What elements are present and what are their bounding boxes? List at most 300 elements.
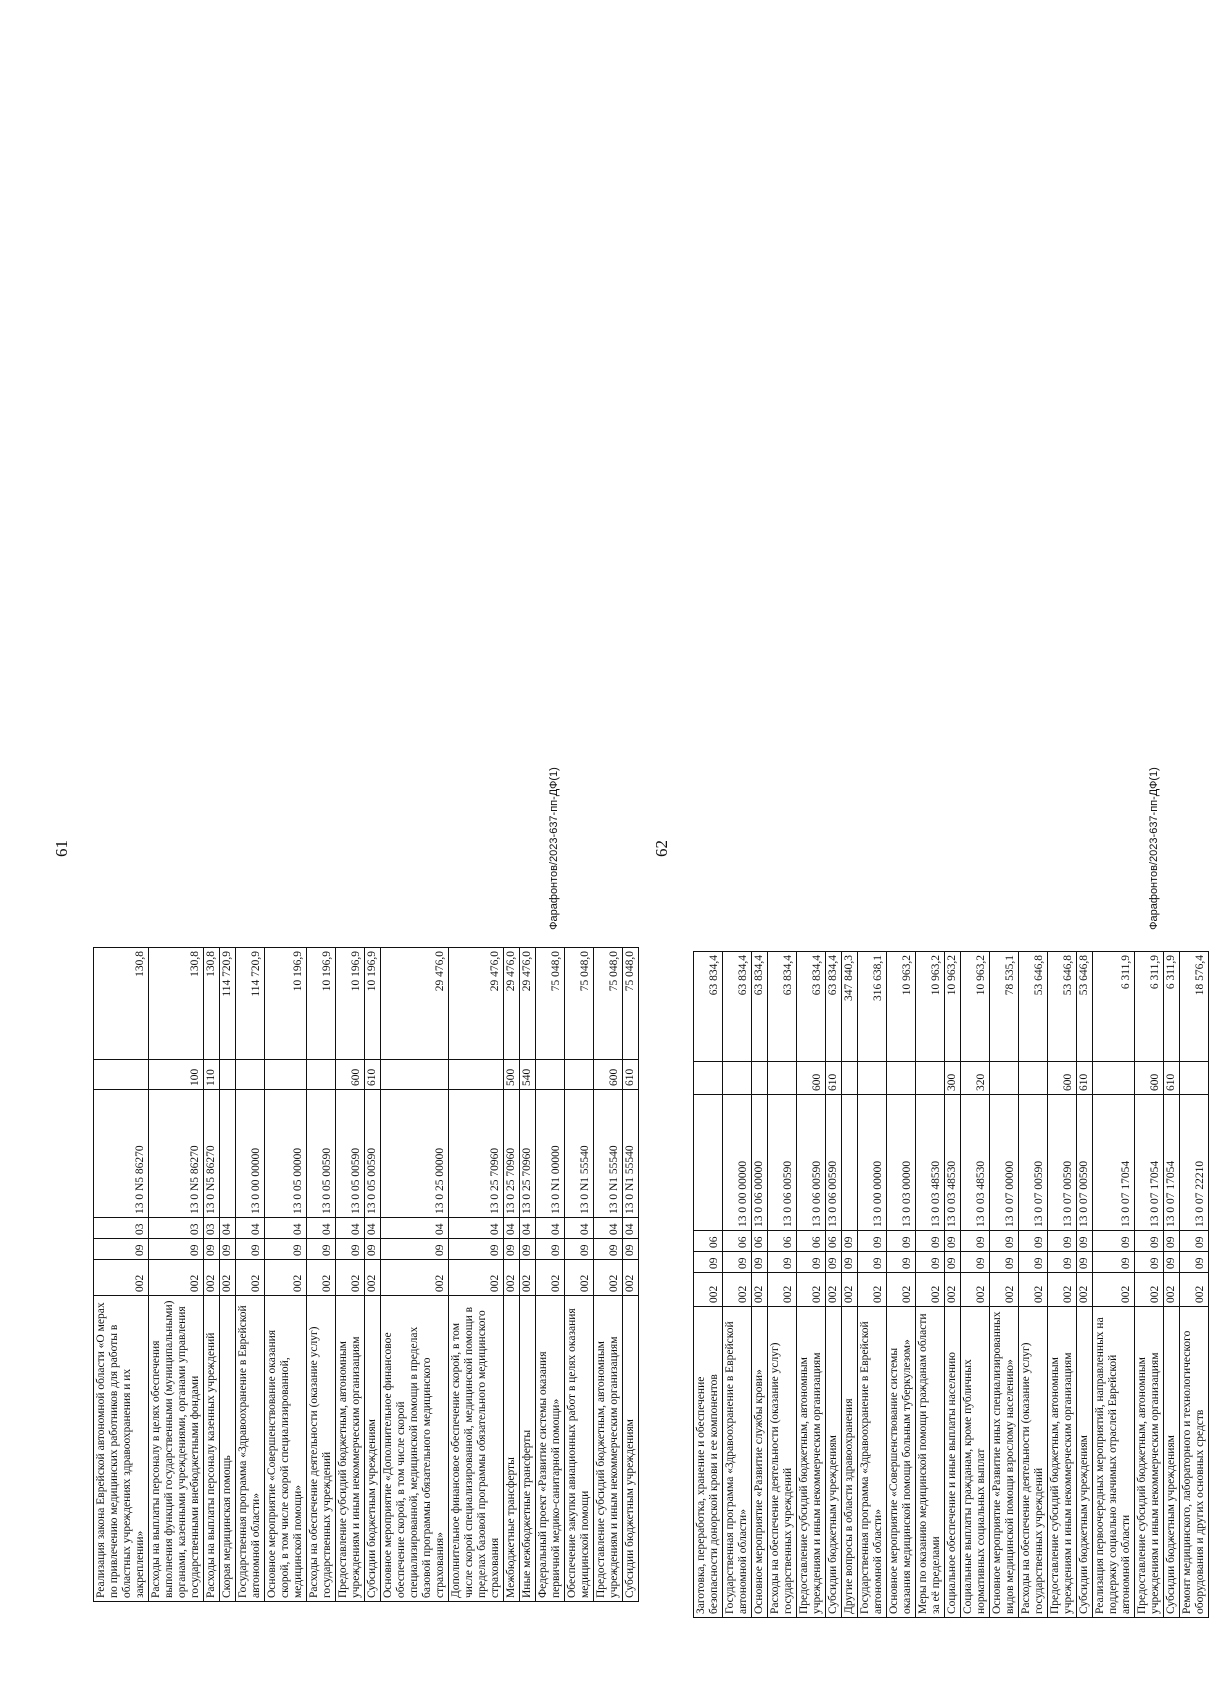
cell-name: Субсидии бюджетным учреждениям <box>1164 1307 1180 1618</box>
cell-amount: 10 963,2 <box>961 952 990 1062</box>
cell-subsection: 09 <box>945 1231 961 1252</box>
cell-subsection: 09 <box>1135 1231 1164 1252</box>
cell-section: 09 <box>842 1252 858 1273</box>
cell-target-article <box>694 1095 723 1231</box>
page-62 <box>600 0 1206 1697</box>
cell-name: Социальные выплаты гражданам, кроме публичных нормативных социальных выплат <box>961 1307 990 1618</box>
page-62-rotated-content <box>600 0 1206 1697</box>
cell-ministry: 002 <box>265 1260 307 1296</box>
cell-amount: 53 646,8 <box>1019 952 1048 1062</box>
cell-subsection: 06 <box>826 1231 842 1252</box>
cell-ministry: 002 <box>536 1260 565 1296</box>
cell-amount: 130,8 <box>204 948 220 1060</box>
cell-name: Предоставление субсидий бюджетным, автономным учреждениям и иным некоммерческим организациям <box>1135 1307 1164 1618</box>
cell-subsection: 03 <box>204 1218 220 1239</box>
cell-amount: 10 196,9 <box>365 948 381 1060</box>
cell-subsection: 04 <box>336 1218 365 1239</box>
cell-section: 09 <box>858 1252 887 1273</box>
cell-section: 09 <box>1048 1252 1077 1273</box>
footer-code: Фарафонтов/2023-637-пп-ДФ(1) <box>548 767 560 930</box>
cell-amount: 114 720,9 <box>236 948 265 1060</box>
cell-target-article: 13 0 N5 86270 <box>204 1090 220 1218</box>
cell-name: Расходы на выплаты персоналу в целях обеспечения выполнения функций государственными (муниципальными) органами, казенными учреждениями, органами управления государственными внебюджетными фондами <box>149 1296 204 1602</box>
cell-expense-type <box>694 1062 723 1095</box>
budget-table <box>693 951 1209 1618</box>
cell-name: Расходы на обеспечение деятельности (оказание услуг) государственных учреждений <box>768 1307 797 1618</box>
table-row <box>826 952 842 1618</box>
table-row <box>307 948 336 1602</box>
cell-ministry: 002 <box>204 1260 220 1296</box>
cell-ministry: 002 <box>504 1260 520 1296</box>
cell-amount: 63 834,4 <box>797 952 826 1062</box>
cell-target-article: 13 0 25 00000 <box>381 1090 449 1218</box>
cell-target-article: 13 0 06 00590 <box>797 1095 826 1231</box>
cell-ministry: 002 <box>694 1273 723 1307</box>
table-row <box>961 952 990 1618</box>
cell-target-article: 13 0 06 00590 <box>826 1095 842 1231</box>
cell-ministry: 002 <box>623 1260 639 1296</box>
cell-amount: 63 834,4 <box>694 952 723 1062</box>
cell-amount: 18 576,4 <box>1180 952 1209 1062</box>
cell-expense-type: 540 <box>520 1060 536 1090</box>
cell-ministry: 002 <box>307 1260 336 1296</box>
budget-table-body <box>694 952 1209 1618</box>
cell-target-article: 13 0 03 48530 <box>961 1095 990 1231</box>
cell-section: 09 <box>723 1252 752 1273</box>
cell-section: 09 <box>565 1239 594 1260</box>
cell-amount: 6 311,9 <box>1135 952 1164 1062</box>
table-row <box>797 952 826 1618</box>
table-row <box>842 952 858 1618</box>
cell-ministry: 002 <box>220 1260 236 1296</box>
cell-target-article: 13 0 05 00590 <box>336 1090 365 1218</box>
table-row <box>149 948 204 1602</box>
cell-expense-type <box>752 1062 768 1095</box>
cell-subsection: 04 <box>307 1218 336 1239</box>
cell-expense-type <box>990 1062 1019 1095</box>
cell-amount: 29 476,0 <box>449 948 504 1060</box>
cell-expense-type <box>565 1060 594 1090</box>
table-row <box>945 952 961 1618</box>
table-row <box>449 948 504 1602</box>
cell-subsection: 09 <box>1048 1231 1077 1252</box>
cell-target-article: 13 0 25 70960 <box>504 1090 520 1218</box>
cell-subsection: 04 <box>594 1218 623 1239</box>
cell-amount: 53 646,8 <box>1048 952 1077 1062</box>
cell-ministry: 002 <box>1093 1273 1135 1307</box>
cell-name: Государственная программа «Здравоохранение в Еврейской автономной области» <box>723 1307 752 1618</box>
cell-section: 09 <box>536 1239 565 1260</box>
table-row <box>220 948 236 1602</box>
cell-name: Федеральный проект «Развитие системы оказания первичной медико-санитарной помощи» <box>536 1296 565 1602</box>
cell-expense-type: 110 <box>204 1060 220 1090</box>
cell-subsection: 09 <box>858 1231 887 1252</box>
cell-amount: 75 048,0 <box>565 948 594 1060</box>
cell-amount: 29 476,0 <box>504 948 520 1060</box>
cell-name: Предоставление субсидий бюджетным, автономным учреждениям и иным некоммерческим организациям <box>336 1296 365 1602</box>
cell-target-article: 13 0 05 00000 <box>265 1090 307 1218</box>
cell-ministry: 002 <box>1048 1273 1077 1307</box>
cell-expense-type <box>220 1060 236 1090</box>
cell-ministry: 002 <box>381 1260 449 1296</box>
table-row <box>858 952 887 1618</box>
cell-name: Основное мероприятие «Развитие иных специализированных видов медицинской помощи взрослому населению» <box>990 1307 1019 1618</box>
table-row <box>204 948 220 1602</box>
cell-subsection: 09 <box>1019 1231 1048 1252</box>
cell-name: Дополнительное финансовое обеспечение скорой, в том числе скорой специализированной, медицинской помощи в пределах базовой программы обязательного медицинского страхования <box>449 1296 504 1602</box>
cell-ministry: 002 <box>365 1260 381 1296</box>
cell-ministry: 002 <box>449 1260 504 1296</box>
cell-subsection: 04 <box>449 1218 504 1239</box>
cell-section: 09 <box>94 1239 149 1260</box>
table-row <box>504 948 520 1602</box>
cell-expense-type <box>1019 1062 1048 1095</box>
cell-subsection: 06 <box>768 1231 797 1252</box>
cell-target-article: 13 0 07 17054 <box>1093 1095 1135 1231</box>
cell-expense-type <box>768 1062 797 1095</box>
cell-expense-type: 600 <box>1048 1062 1077 1095</box>
cell-subsection: 09 <box>1093 1231 1135 1252</box>
cell-name: Меры по оказанию медицинской помощи гражданам области за её пределами <box>916 1307 945 1618</box>
cell-amount: 63 834,4 <box>768 952 797 1062</box>
table-row <box>990 952 1019 1618</box>
table-row <box>565 948 594 1602</box>
cell-amount: 10 963,2 <box>887 952 916 1062</box>
cell-section: 09 <box>826 1252 842 1273</box>
cell-name: Основное мероприятие «Развитие службы крови» <box>752 1307 768 1618</box>
cell-name: Субсидии бюджетным учреждениям <box>365 1296 381 1602</box>
cell-subsection: 04 <box>220 1218 236 1239</box>
cell-target-article: 13 0 05 00590 <box>365 1090 381 1218</box>
cell-expense-type <box>381 1060 449 1090</box>
cell-name: Предоставление субсидий бюджетным, автономным учреждениям и иным некоммерческим организациям <box>594 1296 623 1602</box>
cell-subsection: 06 <box>694 1231 723 1252</box>
cell-section: 09 <box>236 1239 265 1260</box>
cell-ministry: 002 <box>1077 1273 1093 1307</box>
cell-ministry: 002 <box>1019 1273 1048 1307</box>
cell-expense-type: 300 <box>945 1062 961 1095</box>
cell-name: Ремонт медицинского, лабораторного и технологического оборудования и других основных средств <box>1180 1307 1209 1618</box>
table-row <box>887 952 916 1618</box>
cell-name: Субсидии бюджетным учреждениям <box>623 1296 639 1602</box>
cell-ministry: 002 <box>149 1260 204 1296</box>
table-row <box>768 952 797 1618</box>
cell-expense-type <box>723 1062 752 1095</box>
cell-target-article: 13 0 03 48530 <box>916 1095 945 1231</box>
cell-expense-type: 600 <box>797 1062 826 1095</box>
cell-ministry: 002 <box>1135 1273 1164 1307</box>
cell-target-article: 13 0 06 00000 <box>752 1095 768 1231</box>
cell-expense-type: 610 <box>623 1060 639 1090</box>
cell-expense-type: 600 <box>1135 1062 1164 1095</box>
cell-name: Заготовка, переработка, хранение и обеспечение безопасности донорской крови и ее компонентов <box>694 1307 723 1618</box>
cell-ministry: 002 <box>236 1260 265 1296</box>
cell-expense-type: 610 <box>1164 1062 1180 1095</box>
cell-subsection: 09 <box>916 1231 945 1252</box>
cell-target-article: 13 0 N1 55540 <box>565 1090 594 1218</box>
cell-section: 09 <box>504 1239 520 1260</box>
cell-amount: 10 963,2 <box>916 952 945 1062</box>
cell-subsection: 04 <box>536 1218 565 1239</box>
cell-target-article: 13 0 07 17054 <box>1135 1095 1164 1231</box>
cell-amount: 114 720,9 <box>220 948 236 1060</box>
cell-section: 09 <box>961 1252 990 1273</box>
cell-expense-type <box>858 1062 887 1095</box>
cell-section: 09 <box>694 1252 723 1273</box>
cell-section: 09 <box>220 1239 236 1260</box>
cell-name: Расходы на обеспечение деятельности (оказание услуг) государственных учреждений <box>1019 1307 1048 1618</box>
table-row <box>752 952 768 1618</box>
cell-amount: 75 048,0 <box>594 948 623 1060</box>
cell-expense-type <box>1093 1062 1135 1095</box>
cell-ministry: 002 <box>94 1260 149 1296</box>
cell-name: Основное мероприятие «Дополнительное финансовое обеспечение скорой, в том числе скорой специализированной, медицинской помощи в пределах базовой программы обязательного медицинского страхования» <box>381 1296 449 1602</box>
cell-target-article: 13 0 07 00000 <box>990 1095 1019 1231</box>
cell-amount: 10 963,2 <box>945 952 961 1062</box>
cell-target-article: 13 0 N5 86270 <box>149 1090 204 1218</box>
cell-name: Иные межбюджетные трансферты <box>520 1296 536 1602</box>
cell-section: 09 <box>1093 1252 1135 1273</box>
cell-target-article: 13 0 07 00590 <box>1019 1095 1048 1231</box>
cell-subsection: 04 <box>381 1218 449 1239</box>
cell-amount: 63 834,4 <box>826 952 842 1062</box>
cell-ministry: 002 <box>990 1273 1019 1307</box>
table-row <box>236 948 265 1602</box>
cell-section: 09 <box>1019 1252 1048 1273</box>
cell-name: Предоставление субсидий бюджетным, автономным учреждениям и иным некоммерческим организациям <box>1048 1307 1077 1618</box>
cell-expense-type: 610 <box>826 1062 842 1095</box>
cell-target-article: 13 0 07 00590 <box>1048 1095 1077 1231</box>
cell-name: Социальное обеспечение и иные выплаты населению <box>945 1307 961 1618</box>
table-row <box>94 948 149 1602</box>
cell-ministry: 002 <box>520 1260 536 1296</box>
cell-name: Субсидии бюджетным учреждениям <box>826 1307 842 1618</box>
cell-name: Другие вопросы в области здравоохранения <box>842 1307 858 1618</box>
cell-target-article: 13 0 07 17054 <box>1164 1095 1180 1231</box>
cell-section: 09 <box>768 1252 797 1273</box>
table-row <box>1077 952 1093 1618</box>
cell-section: 09 <box>1164 1252 1180 1273</box>
cell-target-article: 13 0 25 70960 <box>520 1090 536 1218</box>
cell-name: Расходы на выплаты персоналу казенных учреждений <box>204 1296 220 1602</box>
cell-target-article: 13 0 00 00000 <box>723 1095 752 1231</box>
cell-expense-type: 320 <box>961 1062 990 1095</box>
cell-section: 09 <box>797 1252 826 1273</box>
budget-table-wrap <box>693 951 1209 1618</box>
cell-ministry: 002 <box>565 1260 594 1296</box>
cell-amount: 130,8 <box>94 948 149 1060</box>
cell-target-article: 13 0 N1 00000 <box>536 1090 565 1218</box>
cell-target-article: 13 0 07 00590 <box>1077 1095 1093 1231</box>
cell-amount: 6 311,9 <box>1164 952 1180 1062</box>
table-row <box>1093 952 1135 1618</box>
page-number: 61 <box>52 840 71 857</box>
cell-amount: 6 311,9 <box>1093 952 1135 1062</box>
cell-expense-type: 600 <box>336 1060 365 1090</box>
cell-amount: 75 048,0 <box>536 948 565 1060</box>
cell-expense-type: 100 <box>149 1060 204 1090</box>
cell-section: 09 <box>381 1239 449 1260</box>
cell-target-article: 13 0 N1 55540 <box>623 1090 639 1218</box>
cell-expense-type <box>94 1060 149 1090</box>
cell-subsection: 04 <box>265 1218 307 1239</box>
cell-section: 09 <box>887 1252 916 1273</box>
table-row <box>1019 952 1048 1618</box>
cell-amount: 29 476,0 <box>520 948 536 1060</box>
cell-target-article: 13 0 05 00590 <box>307 1090 336 1218</box>
cell-section: 09 <box>265 1239 307 1260</box>
cell-section: 09 <box>149 1239 204 1260</box>
cell-ministry: 002 <box>826 1273 842 1307</box>
table-row <box>381 948 449 1602</box>
cell-expense-type: 600 <box>594 1060 623 1090</box>
table-row <box>520 948 536 1602</box>
cell-name: Межбюджетные трансферты <box>504 1296 520 1602</box>
cell-expense-type <box>265 1060 307 1090</box>
cell-section: 09 <box>945 1252 961 1273</box>
cell-ministry: 002 <box>961 1273 990 1307</box>
cell-ministry: 002 <box>1164 1273 1180 1307</box>
cell-expense-type <box>236 1060 265 1090</box>
cell-amount: 63 834,4 <box>752 952 768 1062</box>
cell-subsection: 04 <box>520 1218 536 1239</box>
cell-amount: 347 840,3 <box>842 952 858 1062</box>
cell-section: 09 <box>1135 1252 1164 1273</box>
cell-target-article: 13 0 N1 55540 <box>594 1090 623 1218</box>
cell-subsection: 06 <box>723 1231 752 1252</box>
cell-name: Обеспечение закупки авиационных работ в целях оказания медицинской помощи <box>565 1296 594 1602</box>
cell-section: 09 <box>594 1239 623 1260</box>
cell-expense-type: 610 <box>365 1060 381 1090</box>
table-row <box>336 948 365 1602</box>
cell-target-article: 13 0 06 00590 <box>768 1095 797 1231</box>
cell-section: 09 <box>204 1239 220 1260</box>
cell-amount: 10 196,9 <box>265 948 307 1060</box>
cell-amount: 29 476,0 <box>381 948 449 1060</box>
table-row <box>365 948 381 1602</box>
cell-subsection: 04 <box>504 1218 520 1239</box>
cell-name: Предоставление субсидий бюджетным, автономным учреждениям и иным некоммерческим организациям <box>797 1307 826 1618</box>
cell-subsection: 04 <box>365 1218 381 1239</box>
cell-ministry: 002 <box>858 1273 887 1307</box>
cell-expense-type <box>449 1060 504 1090</box>
cell-subsection: 09 <box>1180 1231 1209 1252</box>
cell-target-article: 13 0 03 48530 <box>945 1095 961 1231</box>
cell-section: 09 <box>1180 1252 1209 1273</box>
cell-expense-type <box>842 1062 858 1095</box>
cell-subsection: 06 <box>797 1231 826 1252</box>
cell-subsection: 04 <box>623 1218 639 1239</box>
cell-subsection: 03 <box>149 1218 204 1239</box>
table-row <box>1164 952 1180 1618</box>
cell-expense-type <box>1180 1062 1209 1095</box>
cell-amount: 130,8 <box>149 948 204 1060</box>
cell-name: Скорая медицинская помощь <box>220 1296 236 1602</box>
footer-code: Фарафонтов/2023-637-пп-ДФ(1) <box>1148 767 1160 930</box>
cell-name: Реализация первоочередных мероприятий, направленных на поддержку социально значимых отраслей Еврейской автономной области <box>1093 1307 1135 1618</box>
cell-amount: 316 638,1 <box>858 952 887 1062</box>
cell-amount: 78 535,1 <box>990 952 1019 1062</box>
cell-target-article: 13 0 N5 86270 <box>94 1090 149 1218</box>
cell-ministry: 002 <box>723 1273 752 1307</box>
cell-amount: 75 048,0 <box>623 948 639 1060</box>
cell-expense-type: 610 <box>1077 1062 1093 1095</box>
cell-name: Расходы на обеспечение деятельности (оказание услуг) государственных учреждений <box>307 1296 336 1602</box>
cell-section: 09 <box>520 1239 536 1260</box>
table-row <box>265 948 307 1602</box>
cell-subsection: 04 <box>565 1218 594 1239</box>
cell-subsection: 03 <box>94 1218 149 1239</box>
cell-subsection: 09 <box>842 1231 858 1252</box>
cell-name: Государственная программа «Здравоохранение в Еврейской автономной области» <box>236 1296 265 1602</box>
cell-target-article: 13 0 25 70960 <box>449 1090 504 1218</box>
cell-name: Реализация закона Еврейской автономной области «О мерах по привлечению медицинских работников для работы в областных учреждениях здравоохранения и их закреплении» <box>94 1296 149 1602</box>
cell-section: 09 <box>1077 1252 1093 1273</box>
cell-section: 09 <box>623 1239 639 1260</box>
cell-name: Основное мероприятие «Совершенствование оказания скорой, в том числе скорой специализированной, медицинской помощи» <box>265 1296 307 1602</box>
cell-name: Государственная программа «Здравоохранение в Еврейской автономной области» <box>858 1307 887 1618</box>
cell-section: 09 <box>990 1252 1019 1273</box>
cell-section: 09 <box>365 1239 381 1260</box>
cell-expense-type: 500 <box>504 1060 520 1090</box>
cell-ministry: 002 <box>752 1273 768 1307</box>
cell-ministry: 002 <box>768 1273 797 1307</box>
cell-expense-type <box>887 1062 916 1095</box>
page-number: 62 <box>652 840 671 857</box>
cell-amount: 63 834,4 <box>723 952 752 1062</box>
cell-ministry: 002 <box>842 1273 858 1307</box>
table-row <box>1180 952 1209 1618</box>
cell-amount: 53 646,8 <box>1077 952 1093 1062</box>
cell-name: Основное мероприятие «Совершенствование системы оказания медицинской помощи больным туберкулезом» <box>887 1307 916 1618</box>
cell-target-article <box>842 1095 858 1231</box>
cell-ministry: 002 <box>916 1273 945 1307</box>
cell-expense-type <box>307 1060 336 1090</box>
cell-ministry: 002 <box>1180 1273 1209 1307</box>
cell-amount: 10 196,9 <box>336 948 365 1060</box>
cell-ministry: 002 <box>336 1260 365 1296</box>
cell-subsection: 06 <box>752 1231 768 1252</box>
table-row <box>1048 952 1077 1618</box>
table-row <box>916 952 945 1618</box>
table-row <box>694 952 723 1618</box>
cell-ministry: 002 <box>594 1260 623 1296</box>
cell-target-article <box>220 1090 236 1218</box>
cell-subsection: 09 <box>1164 1231 1180 1252</box>
cell-section: 09 <box>336 1239 365 1260</box>
cell-section: 09 <box>449 1239 504 1260</box>
cell-section: 09 <box>752 1252 768 1273</box>
cell-target-article: 13 0 03 00000 <box>887 1095 916 1231</box>
cell-ministry: 002 <box>797 1273 826 1307</box>
cell-subsection: 09 <box>961 1231 990 1252</box>
cell-target-article: 13 0 00 00000 <box>236 1090 265 1218</box>
cell-target-article: 13 0 07 22210 <box>1180 1095 1209 1231</box>
table-row <box>723 952 752 1618</box>
cell-section: 09 <box>916 1252 945 1273</box>
cell-ministry: 002 <box>887 1273 916 1307</box>
cell-expense-type <box>916 1062 945 1095</box>
cell-section: 09 <box>307 1239 336 1260</box>
cell-subsection: 09 <box>990 1231 1019 1252</box>
cell-subsection: 09 <box>887 1231 916 1252</box>
cell-ministry: 002 <box>945 1273 961 1307</box>
cell-amount: 10 196,9 <box>307 948 336 1060</box>
cell-subsection: 09 <box>1077 1231 1093 1252</box>
cell-subsection: 04 <box>236 1218 265 1239</box>
cell-target-article: 13 0 00 00000 <box>858 1095 887 1231</box>
cell-name: Субсидии бюджетным учреждениям <box>1077 1307 1093 1618</box>
